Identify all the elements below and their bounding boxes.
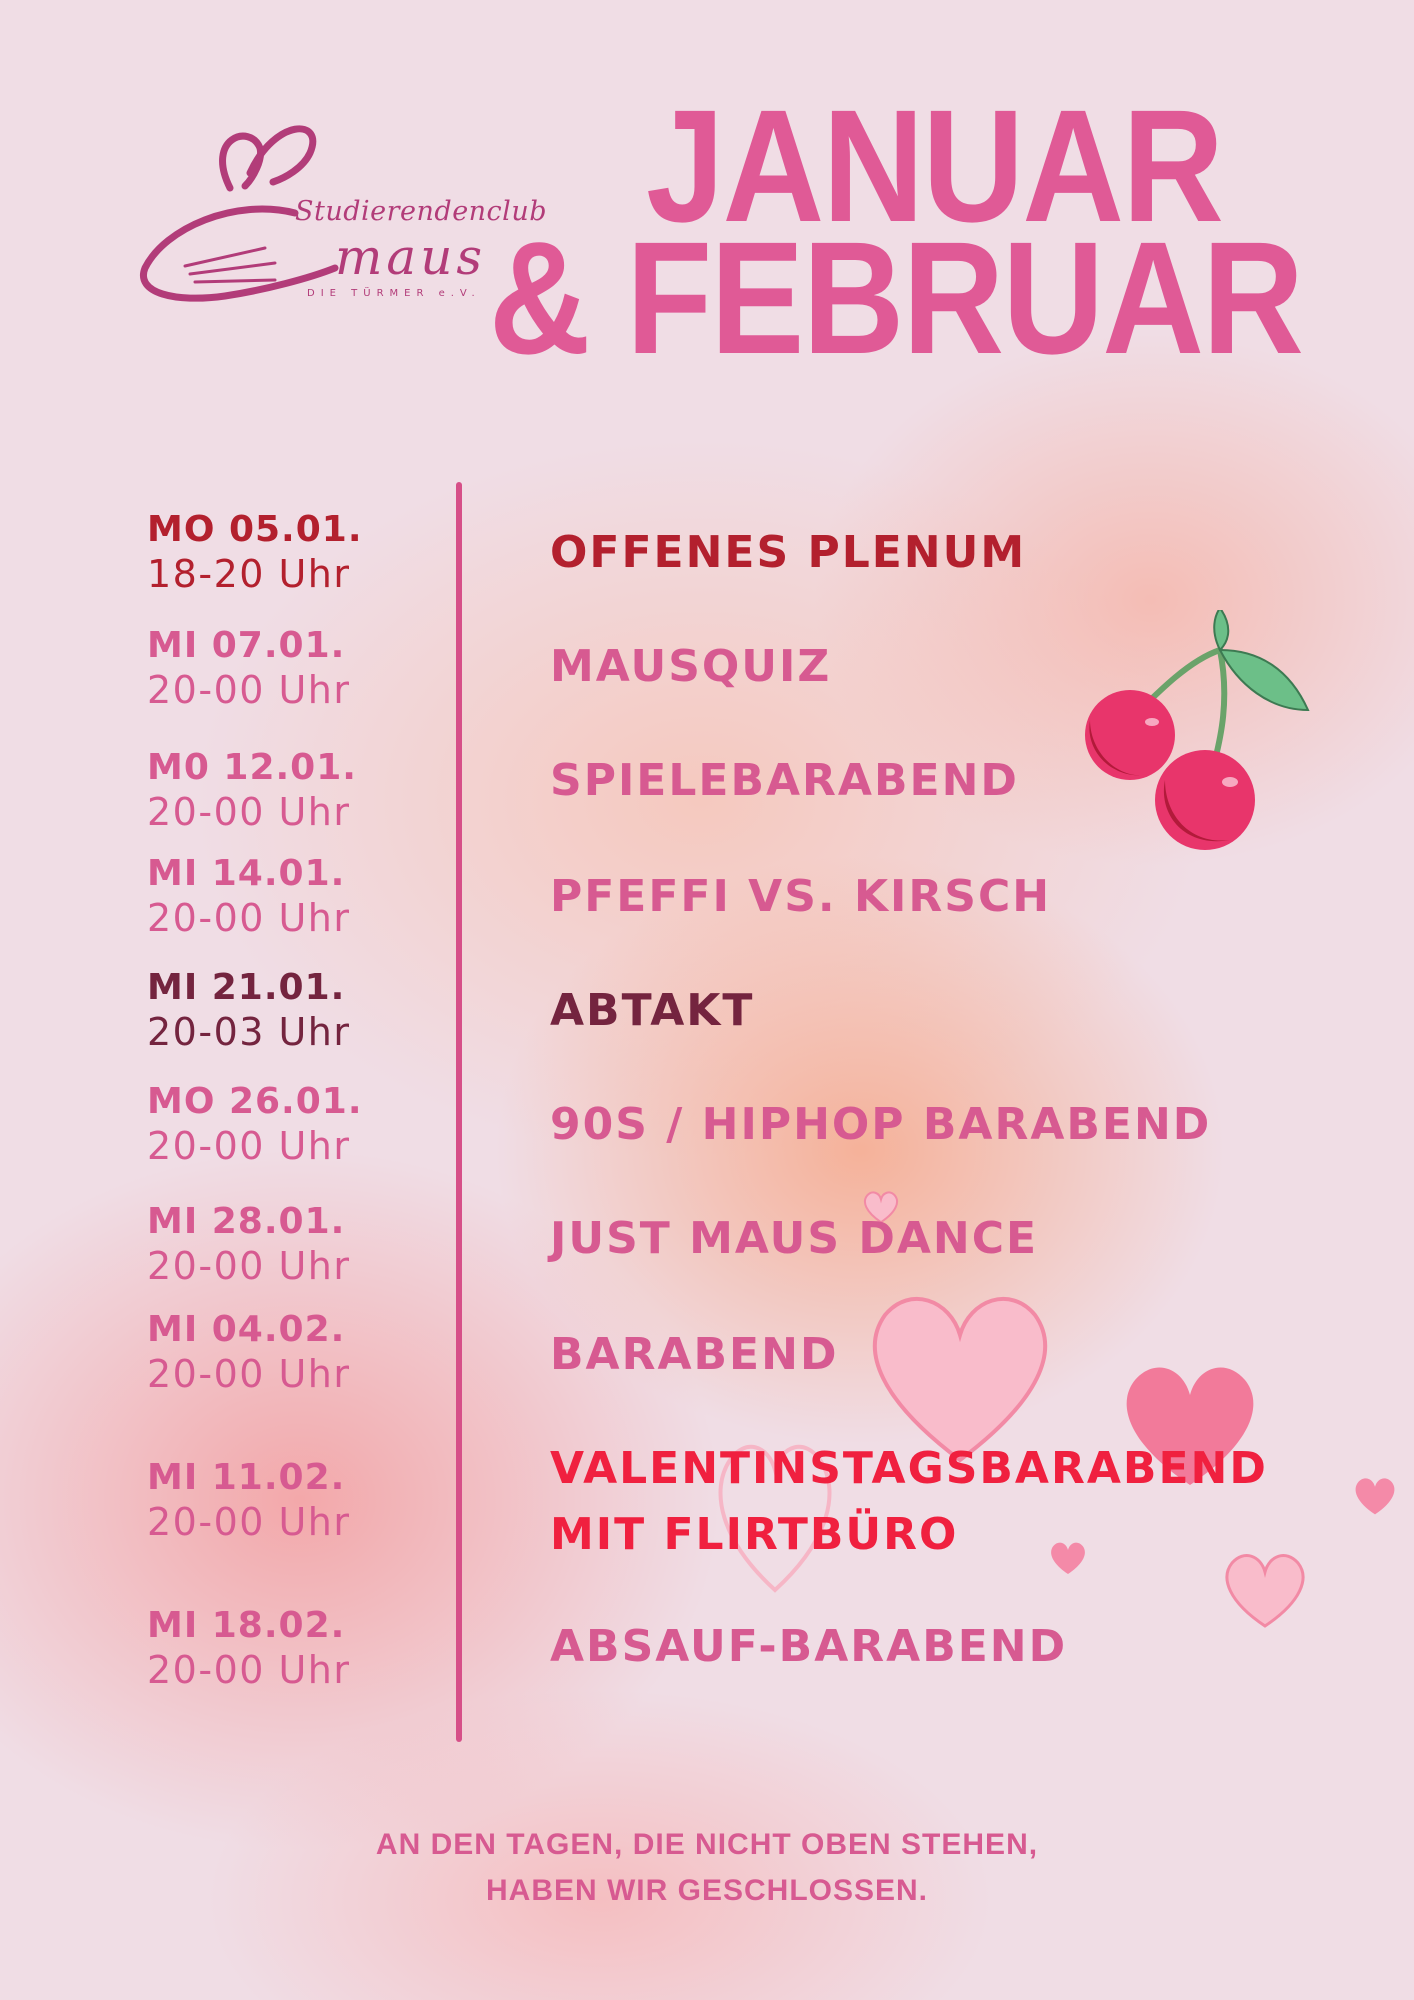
event-time: 20-00 Uhr — [147, 896, 351, 940]
title-line-1: JANUAR — [645, 76, 1222, 255]
event-name: 90S / HIPHOP BARABEND — [550, 1099, 1212, 1150]
event-time: 20-00 Uhr — [147, 1124, 351, 1168]
event-name-valentine — [550, 1436, 1350, 1568]
event-day: MI 18.02. — [147, 1605, 346, 1646]
logo-club-text: Studierendenclub — [295, 196, 547, 227]
heart-icon — [1352, 1475, 1398, 1517]
event-date — [147, 852, 427, 940]
event-name: MAUSQUIZ — [550, 641, 832, 692]
event-time: 20-00 Uhr — [147, 790, 351, 834]
event-name-line-2: MIT FLIRTBÜRO — [550, 1509, 959, 1560]
event-name: BARABEND — [550, 1329, 839, 1380]
event-day: MI 04.02. — [147, 1309, 346, 1350]
event-date — [147, 508, 427, 596]
event-day: MI 07.01. — [147, 625, 346, 666]
event-name: JUST MAUS DANCE — [550, 1213, 1039, 1264]
event-time: 20-03 Uhr — [147, 1010, 351, 1054]
event-name: OFFENES PLENUM — [550, 527, 1027, 578]
event-date — [147, 966, 427, 1054]
timeline-divider — [456, 482, 462, 1742]
closing-note-line-1: AN DEN TAGEN, DIE NICHT OBEN STEHEN, — [375, 1828, 1039, 1861]
page-title — [378, 76, 1302, 387]
event-time: 18-20 Uhr — [147, 552, 351, 596]
event-name: SPIELEBARABEND — [550, 755, 1019, 806]
event-day: MO 05.01. — [147, 509, 363, 550]
event-date — [147, 624, 427, 712]
event-date — [147, 746, 427, 834]
event-date — [147, 1080, 427, 1168]
event-time: 20-00 Uhr — [147, 1648, 351, 1692]
event-day: MI 14.01. — [147, 853, 346, 894]
event-day: MI 21.01. — [147, 967, 346, 1008]
event-day: M0 12.01. — [147, 747, 357, 788]
event-time: 20-00 Uhr — [147, 1500, 351, 1544]
event-day: MI 28.01. — [147, 1201, 346, 1242]
closing-note — [0, 1822, 1414, 1914]
event-date — [147, 1200, 427, 1288]
closing-note-line-2: HABEN WIR GESCHLOSSEN. — [485, 1874, 929, 1907]
title-line-2: & FEBRUAR — [488, 208, 1302, 387]
logo-name-text: maus — [335, 228, 487, 286]
event-name: ABTAKT — [550, 985, 755, 1036]
event-date — [147, 1308, 427, 1396]
logo-subtitle: DIE TÜRMER e.V. — [307, 288, 481, 299]
event-time: 20-00 Uhr — [147, 1352, 351, 1396]
event-name-line-1: VALENTINSTAGSBARABEND — [550, 1443, 1268, 1494]
event-date — [147, 1456, 427, 1544]
event-time: 20-00 Uhr — [147, 668, 351, 712]
event-name: ABSAUF-BARABEND — [550, 1621, 1068, 1672]
event-time: 20-00 Uhr — [147, 1244, 351, 1288]
event-date — [147, 1604, 427, 1692]
event-day: MI 11.02. — [147, 1457, 346, 1498]
event-day: MO 26.01. — [147, 1081, 363, 1122]
event-name: PFEFFI VS. KIRSCH — [550, 871, 1052, 922]
